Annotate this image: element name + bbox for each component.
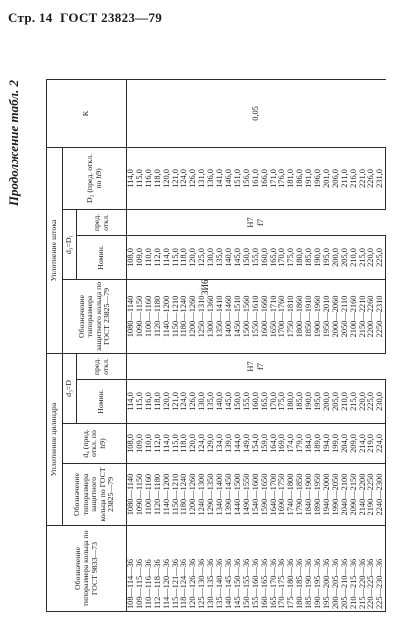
table-row bbox=[376, 79, 385, 611]
col-cyl-ring: Обозначение типоразмера защитного кольца по ГОСТ 23825—79 bbox=[63, 464, 127, 526]
rod-d2-cell: 206,0 bbox=[332, 147, 341, 209]
rod-d2-cell: 118,0 bbox=[154, 147, 163, 209]
cyl-nominal-cell: 145,0 bbox=[225, 380, 234, 424]
designation-cell: 180—185—36 bbox=[296, 526, 305, 612]
rod-d2-cell: 226,0 bbox=[367, 147, 376, 209]
designation-cell: 185—190—36 bbox=[305, 526, 314, 612]
rod-tol-f7: f7 bbox=[256, 218, 266, 226]
rod-d2-cell: 201,0 bbox=[323, 147, 332, 209]
rod-nominal-cell: 220,0 bbox=[367, 235, 376, 279]
designation-cell: 115—121—36 bbox=[172, 526, 181, 612]
table-caption: Продолжение табл. 2 bbox=[6, 80, 21, 207]
rod-d2-cell: 126,0 bbox=[189, 147, 198, 209]
cyl-nominal-cell: 116,0 bbox=[145, 380, 154, 424]
col-designation: Обозначение типоразмера кольца по ГОСТ 9833—73 bbox=[47, 526, 127, 612]
rod-nominal-cell: 195,0 bbox=[323, 235, 332, 279]
page-number: Стр. 14 bbox=[8, 10, 53, 25]
designation-cell: 135—140—36 bbox=[216, 526, 225, 612]
cyl-tolerance-cell bbox=[127, 353, 386, 379]
rod-tol-h7: H7 bbox=[246, 217, 256, 228]
rod-d2-cell: 171,0 bbox=[270, 147, 279, 209]
cyl-ring-cell: 1490—1550 bbox=[243, 464, 252, 526]
cyl-d4-cell: 194,0 bbox=[323, 424, 332, 464]
cyl-nominal-cell: 115,0 bbox=[136, 380, 145, 424]
designation-cell: 140—145—36 bbox=[225, 526, 234, 612]
table-row bbox=[314, 79, 323, 611]
cyl-nominal-cell: 215,0 bbox=[350, 380, 359, 424]
cyl-ring-cell: 1080—1140 bbox=[127, 464, 136, 526]
rod-ring-cell: 1250—1310 bbox=[198, 279, 207, 353]
cyl-d4-cell: 112,0 bbox=[154, 424, 163, 464]
rod-ring-cell: 1150—1210 bbox=[172, 279, 181, 353]
spec-table bbox=[46, 79, 386, 612]
rod-d2-cell: 136,0 bbox=[207, 147, 216, 209]
rod-ring-cell: 2000—2060 bbox=[332, 279, 341, 353]
rod-nominal-cell: 155,0 bbox=[252, 235, 261, 279]
cyl-ring-cell: 2140—2200 bbox=[359, 464, 368, 526]
table-row bbox=[278, 79, 287, 611]
rod-nominal-cell: 185,0 bbox=[305, 235, 314, 279]
cyl-nominal-cell: 120,0 bbox=[163, 380, 172, 424]
rod-d2-cell: 231,0 bbox=[376, 147, 385, 209]
cyl-d4-cell: 189,0 bbox=[314, 424, 323, 464]
rod-nominal-cell: 170,0 bbox=[278, 235, 287, 279]
col-rod-tolerance: пред. откл. bbox=[77, 209, 127, 235]
cyl-ring-cell: 1940—2000 bbox=[323, 464, 332, 526]
table-row bbox=[367, 79, 376, 611]
cyl-nominal-cell: 210,0 bbox=[341, 380, 350, 424]
designation-cell: 200—205—36 bbox=[332, 526, 341, 612]
cyl-ring-cell: 1100—1160 bbox=[145, 464, 154, 526]
rod-ring-cell: 1450—1510 bbox=[234, 279, 243, 353]
designation-cell: 215—220—36 bbox=[359, 526, 368, 612]
designation-cell: 112—118—36 bbox=[154, 526, 163, 612]
rod-nominal-cell: 110,0 bbox=[145, 235, 154, 279]
running-header bbox=[8, 10, 166, 26]
cyl-ring-cell: 1440—1500 bbox=[234, 464, 243, 526]
cyl-ring-cell: 2240—2300 bbox=[376, 464, 385, 526]
cyl-d4-cell: 108,0 bbox=[127, 424, 136, 464]
cyl-ring-cell: 2090—2150 bbox=[350, 464, 359, 526]
table-row bbox=[332, 79, 341, 611]
cyl-ring-cell: 1390—1450 bbox=[225, 464, 234, 526]
table-row bbox=[243, 79, 252, 611]
rod-d2-cell: 186,0 bbox=[296, 147, 305, 209]
rod-ring-cell: 1080—1140 bbox=[127, 279, 136, 353]
cyl-nominal-cell: 185,0 bbox=[296, 380, 305, 424]
designation-cell: 165—170—36 bbox=[270, 526, 279, 612]
table-row bbox=[296, 79, 305, 611]
rod-nominal-cell: 115,0 bbox=[172, 235, 181, 279]
table-row bbox=[225, 79, 234, 611]
rod-ring-cell: 1350—1410 bbox=[216, 279, 225, 353]
rod-d2-cell: 176,0 bbox=[278, 147, 287, 209]
rod-nominal-cell: 118,0 bbox=[180, 235, 189, 279]
cyl-tol-h7: H7 bbox=[246, 361, 256, 372]
rod-nominal-cell: 205,0 bbox=[341, 235, 350, 279]
cyl-d4-cell: 224,0 bbox=[376, 424, 385, 464]
cyl-d4-cell: 144,0 bbox=[234, 424, 243, 464]
designation-cell: 145—150—36 bbox=[234, 526, 243, 612]
designation-cell: 225—230—36 bbox=[376, 526, 385, 612]
table-row bbox=[154, 79, 163, 611]
rod-ring-cell: 1900—1960 bbox=[314, 279, 323, 353]
col-rod-nominal: Номин. bbox=[77, 235, 127, 279]
rod-d2-cell: 161,0 bbox=[252, 147, 261, 209]
rod-ring-cell: 1650—1710 bbox=[270, 279, 279, 353]
table-row bbox=[252, 79, 261, 611]
cyl-d4-cell: 204,0 bbox=[341, 424, 350, 464]
col-cyl-tolerance: пред. откл. bbox=[77, 353, 127, 379]
rod-d2-cell: 191,0 bbox=[305, 147, 314, 209]
cyl-nominal-cell: 205,0 bbox=[332, 380, 341, 424]
cyl-d4-cell: 174,0 bbox=[287, 424, 296, 464]
col-cyl-d3: d₃=D bbox=[63, 353, 77, 423]
cyl-d4-cell: 120,0 bbox=[189, 424, 198, 464]
rod-d2-cell: 116,0 bbox=[145, 147, 154, 209]
rod-ring-cell: 2050—2110 bbox=[341, 279, 350, 353]
cyl-ring-cell: 1150—1210 bbox=[172, 464, 181, 526]
cyl-ring-cell: 1200—1260 bbox=[189, 464, 198, 526]
cyl-ring-cell: 1290—1350 bbox=[207, 464, 216, 526]
designation-cell: 120—126—36 bbox=[189, 526, 198, 612]
designation-cell: 190—195—36 bbox=[314, 526, 323, 612]
rod-nominal-cell: 150,0 bbox=[243, 235, 252, 279]
table-row bbox=[261, 79, 270, 611]
cyl-ring-cell: 1890—1950 bbox=[314, 464, 323, 526]
group-cylinder: Уплотнение цилиндра bbox=[47, 353, 63, 525]
cyl-ring-cell: 1740—1800 bbox=[287, 464, 296, 526]
col-cyl-d4: d₄ (пред. откл. по h9) bbox=[63, 424, 127, 464]
cyl-d4-cell: 149,0 bbox=[243, 424, 252, 464]
cyl-ring-cell: 2190—2250 bbox=[367, 464, 376, 526]
designation-cell: 195—200—36 bbox=[323, 526, 332, 612]
table-row bbox=[287, 79, 296, 611]
rod-nominal-cell: 200,0 bbox=[332, 235, 341, 279]
cyl-d4-cell: 184,0 bbox=[305, 424, 314, 464]
cyl-nominal-cell: 230,0 bbox=[376, 380, 385, 424]
table-row bbox=[234, 79, 243, 611]
designation-cell: 155—160—36 bbox=[252, 526, 261, 612]
rod-nominal-cell: 160,0 bbox=[261, 235, 270, 279]
cyl-ring-cell: 1790—1850 bbox=[296, 464, 305, 526]
rod-ring-cell: 2100—2160 bbox=[350, 279, 359, 353]
rod-ring-cell: 1600—1660 bbox=[261, 279, 270, 353]
rod-d2-cell: 221,0 bbox=[359, 147, 368, 209]
rod-ring-cell: 1100—1160 bbox=[145, 279, 154, 353]
cyl-ring-cell: 1140—1200 bbox=[163, 464, 172, 526]
k-value-cell: 0,05 bbox=[127, 79, 386, 147]
cyl-nominal-cell: 121,0 bbox=[172, 380, 181, 424]
designation-cell: 150—155—36 bbox=[243, 526, 252, 612]
cyl-d4-cell: 124,0 bbox=[198, 424, 207, 464]
designation-cell: 205—210—36 bbox=[341, 526, 350, 612]
cyl-ring-cell: 1690—1750 bbox=[278, 464, 287, 526]
rod-d2-cell: 196,0 bbox=[314, 147, 323, 209]
cyl-tol-f7: f7 bbox=[256, 363, 266, 370]
cyl-ring-cell: 1640—1700 bbox=[270, 464, 279, 526]
rod-ring-cell: 1300—1360 bbox=[207, 279, 216, 353]
rod-ring-cell: 1200—1260 bbox=[189, 279, 198, 353]
cyl-nominal-cell: 160,0 bbox=[252, 380, 261, 424]
designation-cell: 108—114—36 bbox=[127, 526, 136, 612]
cyl-d4-cell: 209,0 bbox=[350, 424, 359, 464]
cyl-ring-cell: 1540—1600 bbox=[252, 464, 261, 526]
rod-ring-cell: 1090—1150 bbox=[136, 279, 145, 353]
rod-nominal-cell: 210,0 bbox=[350, 235, 359, 279]
table-row bbox=[350, 79, 359, 611]
rod-ring-cell: 1180—1240 bbox=[180, 279, 189, 353]
cyl-nominal-cell: 135,0 bbox=[207, 380, 216, 424]
cyl-ring-cell: 1990—2050 bbox=[332, 464, 341, 526]
rod-nominal-cell: 109,0 bbox=[136, 235, 145, 279]
rod-ring-cell: 1500—1560 bbox=[243, 279, 252, 353]
cyl-nominal-cell: 220,0 bbox=[359, 380, 368, 424]
rotated-table-block bbox=[0, 72, 400, 632]
cyl-d4-cell: 219,0 bbox=[367, 424, 376, 464]
standard-number: ГОСТ 23823—79 bbox=[60, 10, 163, 25]
rod-ring-cell: 1140—1200 bbox=[163, 279, 172, 353]
designation-cell: 118—124—36 bbox=[180, 526, 189, 612]
designation-cell: 130—135—36 bbox=[207, 526, 216, 612]
cyl-d4-cell: 109,0 bbox=[136, 424, 145, 464]
table-row bbox=[305, 79, 314, 611]
cyl-nominal-cell: 114,0 bbox=[127, 380, 136, 424]
cyl-nominal-cell: 118,0 bbox=[154, 380, 163, 424]
table-row bbox=[270, 79, 279, 611]
cyl-nominal-cell: 200,0 bbox=[323, 380, 332, 424]
col-rod-d2: D₂ (пред. откл. по h9) bbox=[63, 147, 127, 209]
cyl-nominal-cell: 155,0 bbox=[243, 380, 252, 424]
rod-ring-cell: 1700—1760 bbox=[278, 279, 287, 353]
cyl-d4-cell: 199,0 bbox=[332, 424, 341, 464]
rod-nominal-cell: 130,0 bbox=[207, 235, 216, 279]
rod-ring-cell: 1750—1810 bbox=[287, 279, 296, 353]
rod-ring-cell: 1120—1180 bbox=[154, 279, 163, 353]
table-row bbox=[323, 79, 332, 611]
cyl-nominal-cell: 140,0 bbox=[216, 380, 225, 424]
table-row bbox=[359, 79, 368, 611]
cyl-ring-cell: 2040—2100 bbox=[341, 464, 350, 526]
rod-nominal-cell: 135,0 bbox=[216, 235, 225, 279]
col-cyl-nominal: Номин. bbox=[77, 380, 127, 424]
cyl-ring-cell: 1240—1300 bbox=[198, 464, 207, 526]
rod-tolerance-cell bbox=[127, 209, 386, 235]
table-row bbox=[207, 79, 216, 611]
col-rod-d3: d₃=D₁ bbox=[63, 209, 77, 279]
table-row bbox=[189, 79, 198, 611]
table-row bbox=[180, 79, 189, 611]
cyl-d4-cell: 139,0 bbox=[225, 424, 234, 464]
table-row bbox=[198, 79, 207, 611]
cyl-d4-cell: 134,0 bbox=[216, 424, 225, 464]
cyl-d4-cell: 118,0 bbox=[180, 424, 189, 464]
cyl-nominal-cell: 165,0 bbox=[261, 380, 270, 424]
rod-d2-cell: 146,0 bbox=[225, 147, 234, 209]
table-row bbox=[127, 79, 136, 611]
rod-nominal-cell: 165,0 bbox=[270, 235, 279, 279]
group-rod: Уплотнение штока bbox=[47, 147, 63, 353]
rod-d2-cell: 131,0 bbox=[198, 147, 207, 209]
table-row bbox=[136, 79, 145, 611]
rod-nominal-cell: 175,0 bbox=[287, 235, 296, 279]
table-row bbox=[216, 79, 225, 611]
cyl-nominal-cell: 150,0 bbox=[234, 380, 243, 424]
cyl-d4-cell: 154,0 bbox=[252, 424, 261, 464]
cyl-nominal-cell: 175,0 bbox=[278, 380, 287, 424]
rod-nominal-cell: 145,0 bbox=[234, 235, 243, 279]
cyl-d4-cell: 114,0 bbox=[163, 424, 172, 464]
rod-d2-cell: 216,0 bbox=[350, 147, 359, 209]
designation-cell: 160—165—36 bbox=[261, 526, 270, 612]
cyl-ring-cell: 1340—1400 bbox=[216, 464, 225, 526]
designation-cell: 110—116—36 bbox=[145, 526, 154, 612]
table-row bbox=[163, 79, 172, 611]
rod-ring-cell: 2250—2310 bbox=[376, 279, 385, 353]
cyl-nominal-cell: 130,0 bbox=[198, 380, 207, 424]
rod-ring-cell: 1950—2010 bbox=[323, 279, 332, 353]
cyl-ring-cell: 1090—1150 bbox=[136, 464, 145, 526]
rod-nominal-cell: 108,0 bbox=[127, 235, 136, 279]
rod-nominal-cell: 215,0 bbox=[359, 235, 368, 279]
table-row bbox=[341, 79, 350, 611]
designation-cell: 125—130—36 bbox=[198, 526, 207, 612]
rod-d2-cell: 121,0 bbox=[172, 147, 181, 209]
designation-cell: 220—225—36 bbox=[367, 526, 376, 612]
rod-d2-cell: 115,0 bbox=[136, 147, 145, 209]
rod-d2-cell: 181,0 bbox=[287, 147, 296, 209]
cyl-d4-cell: 214,0 bbox=[359, 424, 368, 464]
rod-nominal-cell: 225,0 bbox=[376, 235, 385, 279]
cyl-ring-cell: 1840—1900 bbox=[305, 464, 314, 526]
rod-ring-cell: 1800—1860 bbox=[296, 279, 305, 353]
designation-cell: 210—215—36 bbox=[350, 526, 359, 612]
cyl-d4-cell: 129,0 bbox=[207, 424, 216, 464]
rod-d2-cell: 120,0 bbox=[163, 147, 172, 209]
rod-ring-cell: 2150—2210 bbox=[359, 279, 368, 353]
rod-ring-cell: 1850—1910 bbox=[305, 279, 314, 353]
cyl-ring-cell: 1120—1180 bbox=[154, 464, 163, 526]
col-k: K bbox=[47, 79, 127, 147]
cyl-nominal-cell: 124,0 bbox=[180, 380, 189, 424]
rod-ring-cell: 2200—2260 bbox=[367, 279, 376, 353]
cyl-d4-cell: 164,0 bbox=[270, 424, 279, 464]
cyl-d4-cell: 115,0 bbox=[172, 424, 181, 464]
cyl-nominal-cell: 195,0 bbox=[314, 380, 323, 424]
rod-nominal-cell: 190,0 bbox=[314, 235, 323, 279]
cyl-d4-cell: 169,0 bbox=[278, 424, 287, 464]
cyl-ring-cell: 1590—1650 bbox=[261, 464, 270, 526]
table-row bbox=[172, 79, 181, 611]
rod-nominal-cell: 114,0 bbox=[163, 235, 172, 279]
cyl-nominal-cell: 126,0 bbox=[189, 380, 198, 424]
table-body bbox=[127, 79, 386, 611]
cyl-nominal-cell: 170,0 bbox=[270, 380, 279, 424]
cyl-d4-cell: 110,0 bbox=[145, 424, 154, 464]
rod-nominal-cell: 125,0 bbox=[198, 235, 207, 279]
cyl-d4-cell: 179,0 bbox=[296, 424, 305, 464]
cyl-nominal-cell: 190,0 bbox=[305, 380, 314, 424]
rod-ring-cell: 1550—1610 bbox=[252, 279, 261, 353]
table-row bbox=[145, 79, 154, 611]
page-mark: ЗИ6 bbox=[200, 279, 210, 295]
cyl-nominal-cell: 225,0 bbox=[367, 380, 376, 424]
designation-cell: 109—115—36 bbox=[136, 526, 145, 612]
designation-cell: 114—120—36 bbox=[163, 526, 172, 612]
cyl-ring-cell: 1180—1240 bbox=[180, 464, 189, 526]
rod-d2-cell: 211,0 bbox=[341, 147, 350, 209]
rod-d2-cell: 114,0 bbox=[127, 147, 136, 209]
rod-nominal-cell: 140,0 bbox=[225, 235, 234, 279]
rod-nominal-cell: 120,0 bbox=[189, 235, 198, 279]
rod-d2-cell: 156,0 bbox=[243, 147, 252, 209]
col-rod-ring: Обозначение типоразмера защитного кольца по ГОСТ 23825—79 bbox=[63, 279, 127, 353]
cyl-d4-cell: 159,0 bbox=[261, 424, 270, 464]
designation-cell: 175—180—36 bbox=[287, 526, 296, 612]
rod-d2-cell: 124,0 bbox=[180, 147, 189, 209]
rod-d2-cell: 166,0 bbox=[261, 147, 270, 209]
designation-cell: 170—175—36 bbox=[278, 526, 287, 612]
rod-d2-cell: 141,0 bbox=[216, 147, 225, 209]
rod-nominal-cell: 112,0 bbox=[154, 235, 163, 279]
rod-ring-cell: 1400—1460 bbox=[225, 279, 234, 353]
rod-d2-cell: 151,0 bbox=[234, 147, 243, 209]
rod-nominal-cell: 180,0 bbox=[296, 235, 305, 279]
cyl-nominal-cell: 180,0 bbox=[287, 380, 296, 424]
